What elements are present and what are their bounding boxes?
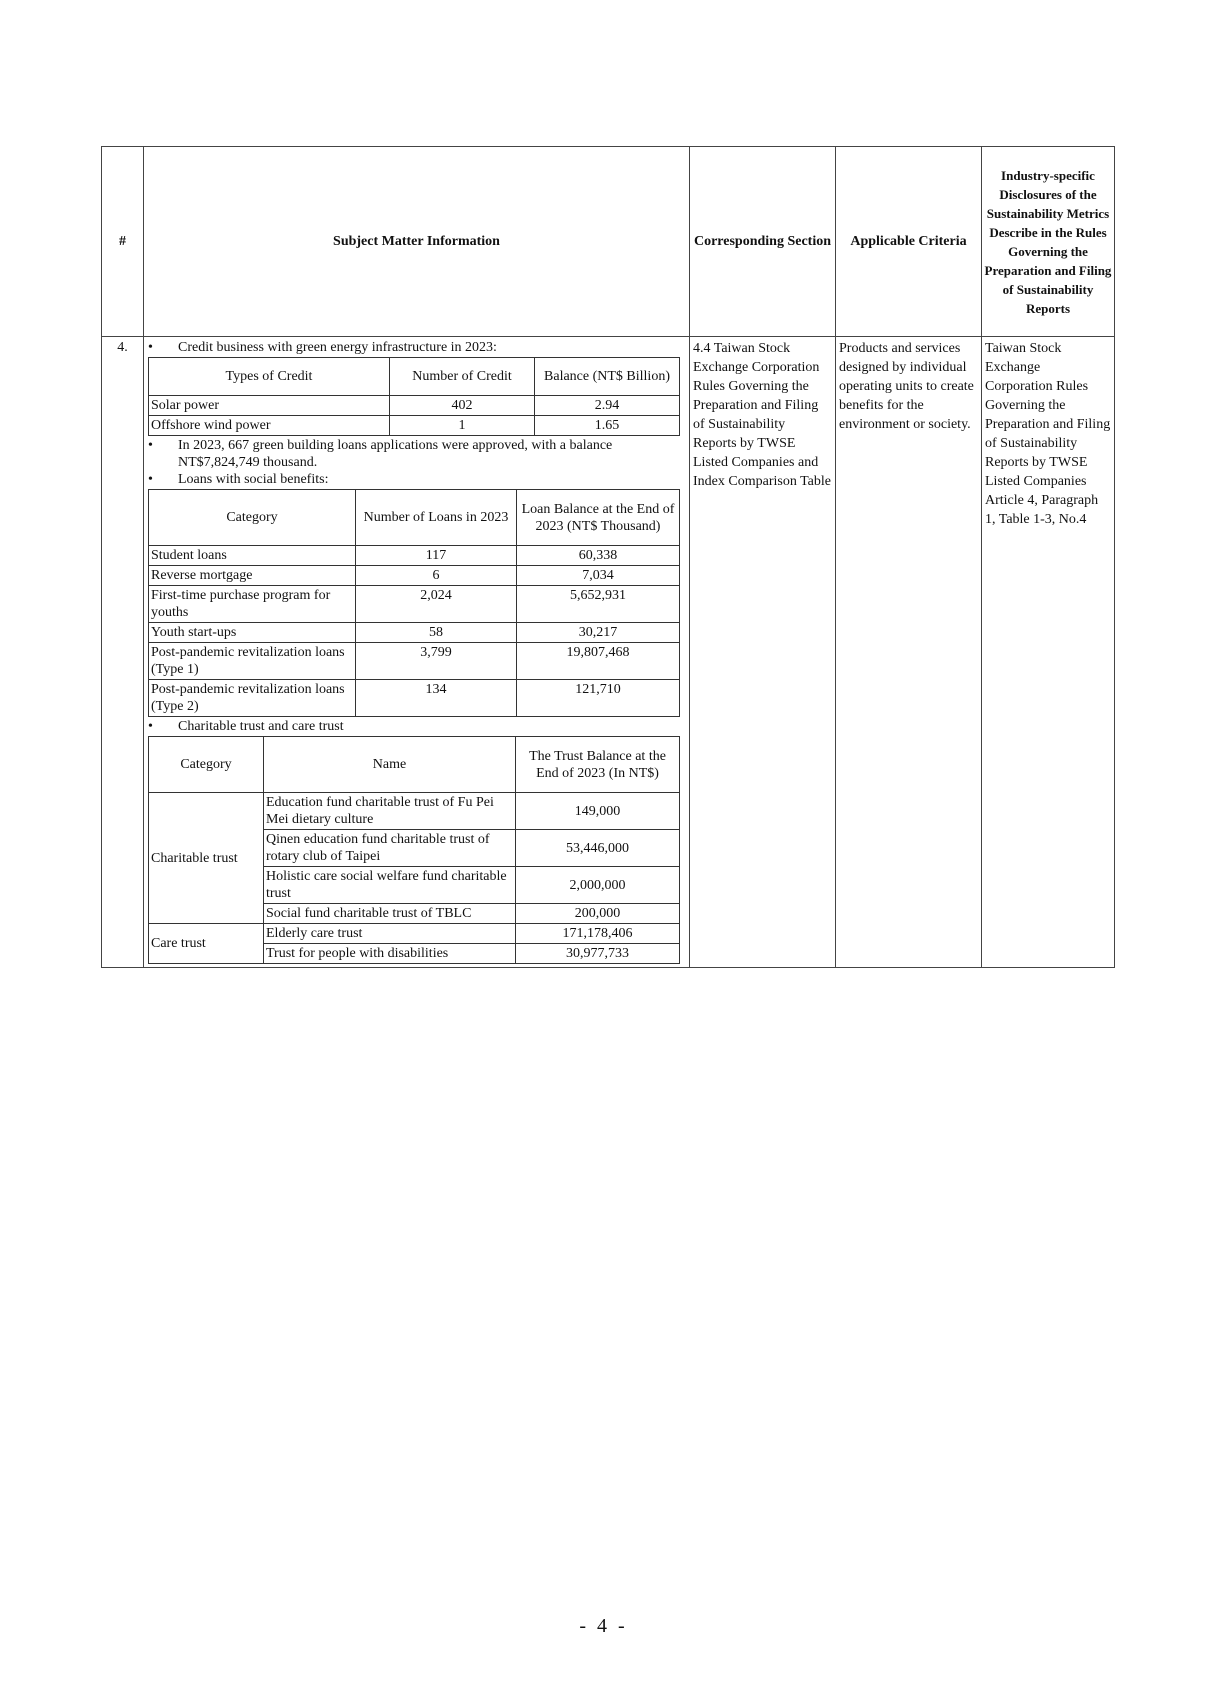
table-row	[149, 623, 680, 643]
green-cell-count: 1	[390, 416, 535, 436]
corresponding-section: 4.4 Taiwan Stock Exchange Corporation Rules Governing the Preparation and Filing of Sustainability Reports by TWSE Listed Companies and Index Comparison Table	[690, 337, 836, 968]
trust-cell-balance: 200,000	[516, 904, 680, 924]
industry-disclosure: Taiwan Stock Exchange Corporation Rules Governing the Preparation and Filing of Sustainability Reports by TWSE Listed Companies Article 4, Paragraph 1, Table 1-3, No.4	[982, 337, 1115, 968]
table-row	[149, 793, 680, 830]
table-row	[149, 416, 680, 436]
page-number: - 4 -	[579, 1615, 628, 1637]
green-energy-bullet	[148, 339, 685, 356]
social-cell-balance: 121,710	[517, 680, 680, 717]
social-cell-balance: 60,338	[517, 546, 680, 566]
green-energy-table	[148, 357, 680, 436]
table-row	[149, 396, 680, 416]
trust-cell-name: Elderly care trust	[264, 924, 516, 944]
green-cell-type: Offshore wind power	[149, 416, 390, 436]
trust-table	[148, 736, 680, 964]
green-header-balance: Balance (NT$ Billion)	[535, 358, 680, 396]
social-cell-balance: 5,652,931	[517, 586, 680, 623]
bullet-icon: •	[148, 719, 153, 734]
green-building-bullet	[148, 437, 685, 471]
green-energy-heading: Credit business with green energy infrastructure in 2023:	[178, 340, 497, 355]
trust-header-category: Category	[149, 737, 264, 793]
social-cell-category: Post-pandemic revitalization loans (Type 2)	[149, 680, 356, 717]
social-cell-category: Post-pandemic revitalization loans (Type 1)	[149, 643, 356, 680]
social-cell-category: Youth start-ups	[149, 623, 356, 643]
green-header-count: Number of Credit	[390, 358, 535, 396]
table-row	[149, 924, 680, 944]
item-row	[102, 337, 1115, 968]
header-subject: Subject Matter Information	[144, 147, 690, 337]
trust-category-care: Care trust	[149, 924, 264, 964]
green-cell-count: 402	[390, 396, 535, 416]
header-criteria: Applicable Criteria	[836, 147, 982, 337]
trust-cell-balance: 171,178,406	[516, 924, 680, 944]
social-cell-count: 6	[356, 566, 517, 586]
trust-bullet	[148, 718, 685, 735]
trust-cell-name: Trust for people with disabilities	[264, 944, 516, 964]
social-cell-count: 58	[356, 623, 517, 643]
social-cell-count: 134	[356, 680, 517, 717]
green-cell-balance: 2.94	[535, 396, 680, 416]
table-row	[149, 586, 680, 623]
social-heading: Loans with social benefits:	[178, 472, 329, 487]
social-cell-count: 3,799	[356, 643, 517, 680]
bullet-icon: •	[148, 340, 153, 355]
disclosure-table	[101, 146, 1115, 968]
social-cell-count: 2,024	[356, 586, 517, 623]
table-row	[149, 680, 680, 717]
social-cell-category: First-time purchase program for youths	[149, 586, 356, 623]
header-num: #	[102, 147, 144, 337]
social-header-count: Number of Loans in 2023	[356, 490, 517, 546]
social-bullet	[148, 471, 685, 488]
trust-cell-name: Education fund charitable trust of Fu Pei Mei dietary culture	[264, 793, 516, 830]
item-number: 4.	[102, 337, 144, 968]
subject-cell	[144, 337, 690, 968]
social-cell-balance: 30,217	[517, 623, 680, 643]
trust-cell-name: Social fund charitable trust of TBLC	[264, 904, 516, 924]
trust-cell-balance: 2,000,000	[516, 867, 680, 904]
trust-cell-balance: 53,446,000	[516, 830, 680, 867]
trust-category-charitable: Charitable trust	[149, 793, 264, 924]
bullet-icon: •	[148, 438, 153, 453]
bullet-icon: •	[148, 472, 153, 487]
applicable-criteria: Products and services designed by individual operating units to create benefits for the environment or society.	[836, 337, 982, 968]
table-row	[149, 566, 680, 586]
green-cell-type: Solar power	[149, 396, 390, 416]
trust-header-name: Name	[264, 737, 516, 793]
social-header-category: Category	[149, 490, 356, 546]
trust-header-balance: The Trust Balance at the End of 2023 (In NT$)	[516, 737, 680, 793]
trust-cell-name: Qinen education fund charitable trust of rotary club of Taipei	[264, 830, 516, 867]
green-cell-balance: 1.65	[535, 416, 680, 436]
table-row	[149, 643, 680, 680]
trust-cell-name: Holistic care social welfare fund charitable trust	[264, 867, 516, 904]
trust-cell-balance: 149,000	[516, 793, 680, 830]
header-section: Corresponding Section	[690, 147, 836, 337]
social-cell-category: Reverse mortgage	[149, 566, 356, 586]
green-building-text: In 2023, 667 green building loans applications were approved, with a balance NT$7,824,749 thousand.	[178, 438, 613, 470]
trust-cell-balance: 30,977,733	[516, 944, 680, 964]
social-cell-balance: 19,807,468	[517, 643, 680, 680]
table-row	[149, 546, 680, 566]
social-cell-balance: 7,034	[517, 566, 680, 586]
social-cell-category: Student loans	[149, 546, 356, 566]
social-cell-count: 117	[356, 546, 517, 566]
header-row	[102, 147, 1115, 337]
trust-heading: Charitable trust and care trust	[178, 719, 344, 734]
social-loans-table	[148, 489, 680, 717]
header-industry: Industry-specific Disclosures of the Sustainability Metrics Describe in the Rules Governing the Preparation and Filing of Sustainability Reports	[982, 147, 1115, 337]
social-header-balance: Loan Balance at the End of 2023 (NT$ Thousand)	[517, 490, 680, 546]
green-header-type: Types of Credit	[149, 358, 390, 396]
